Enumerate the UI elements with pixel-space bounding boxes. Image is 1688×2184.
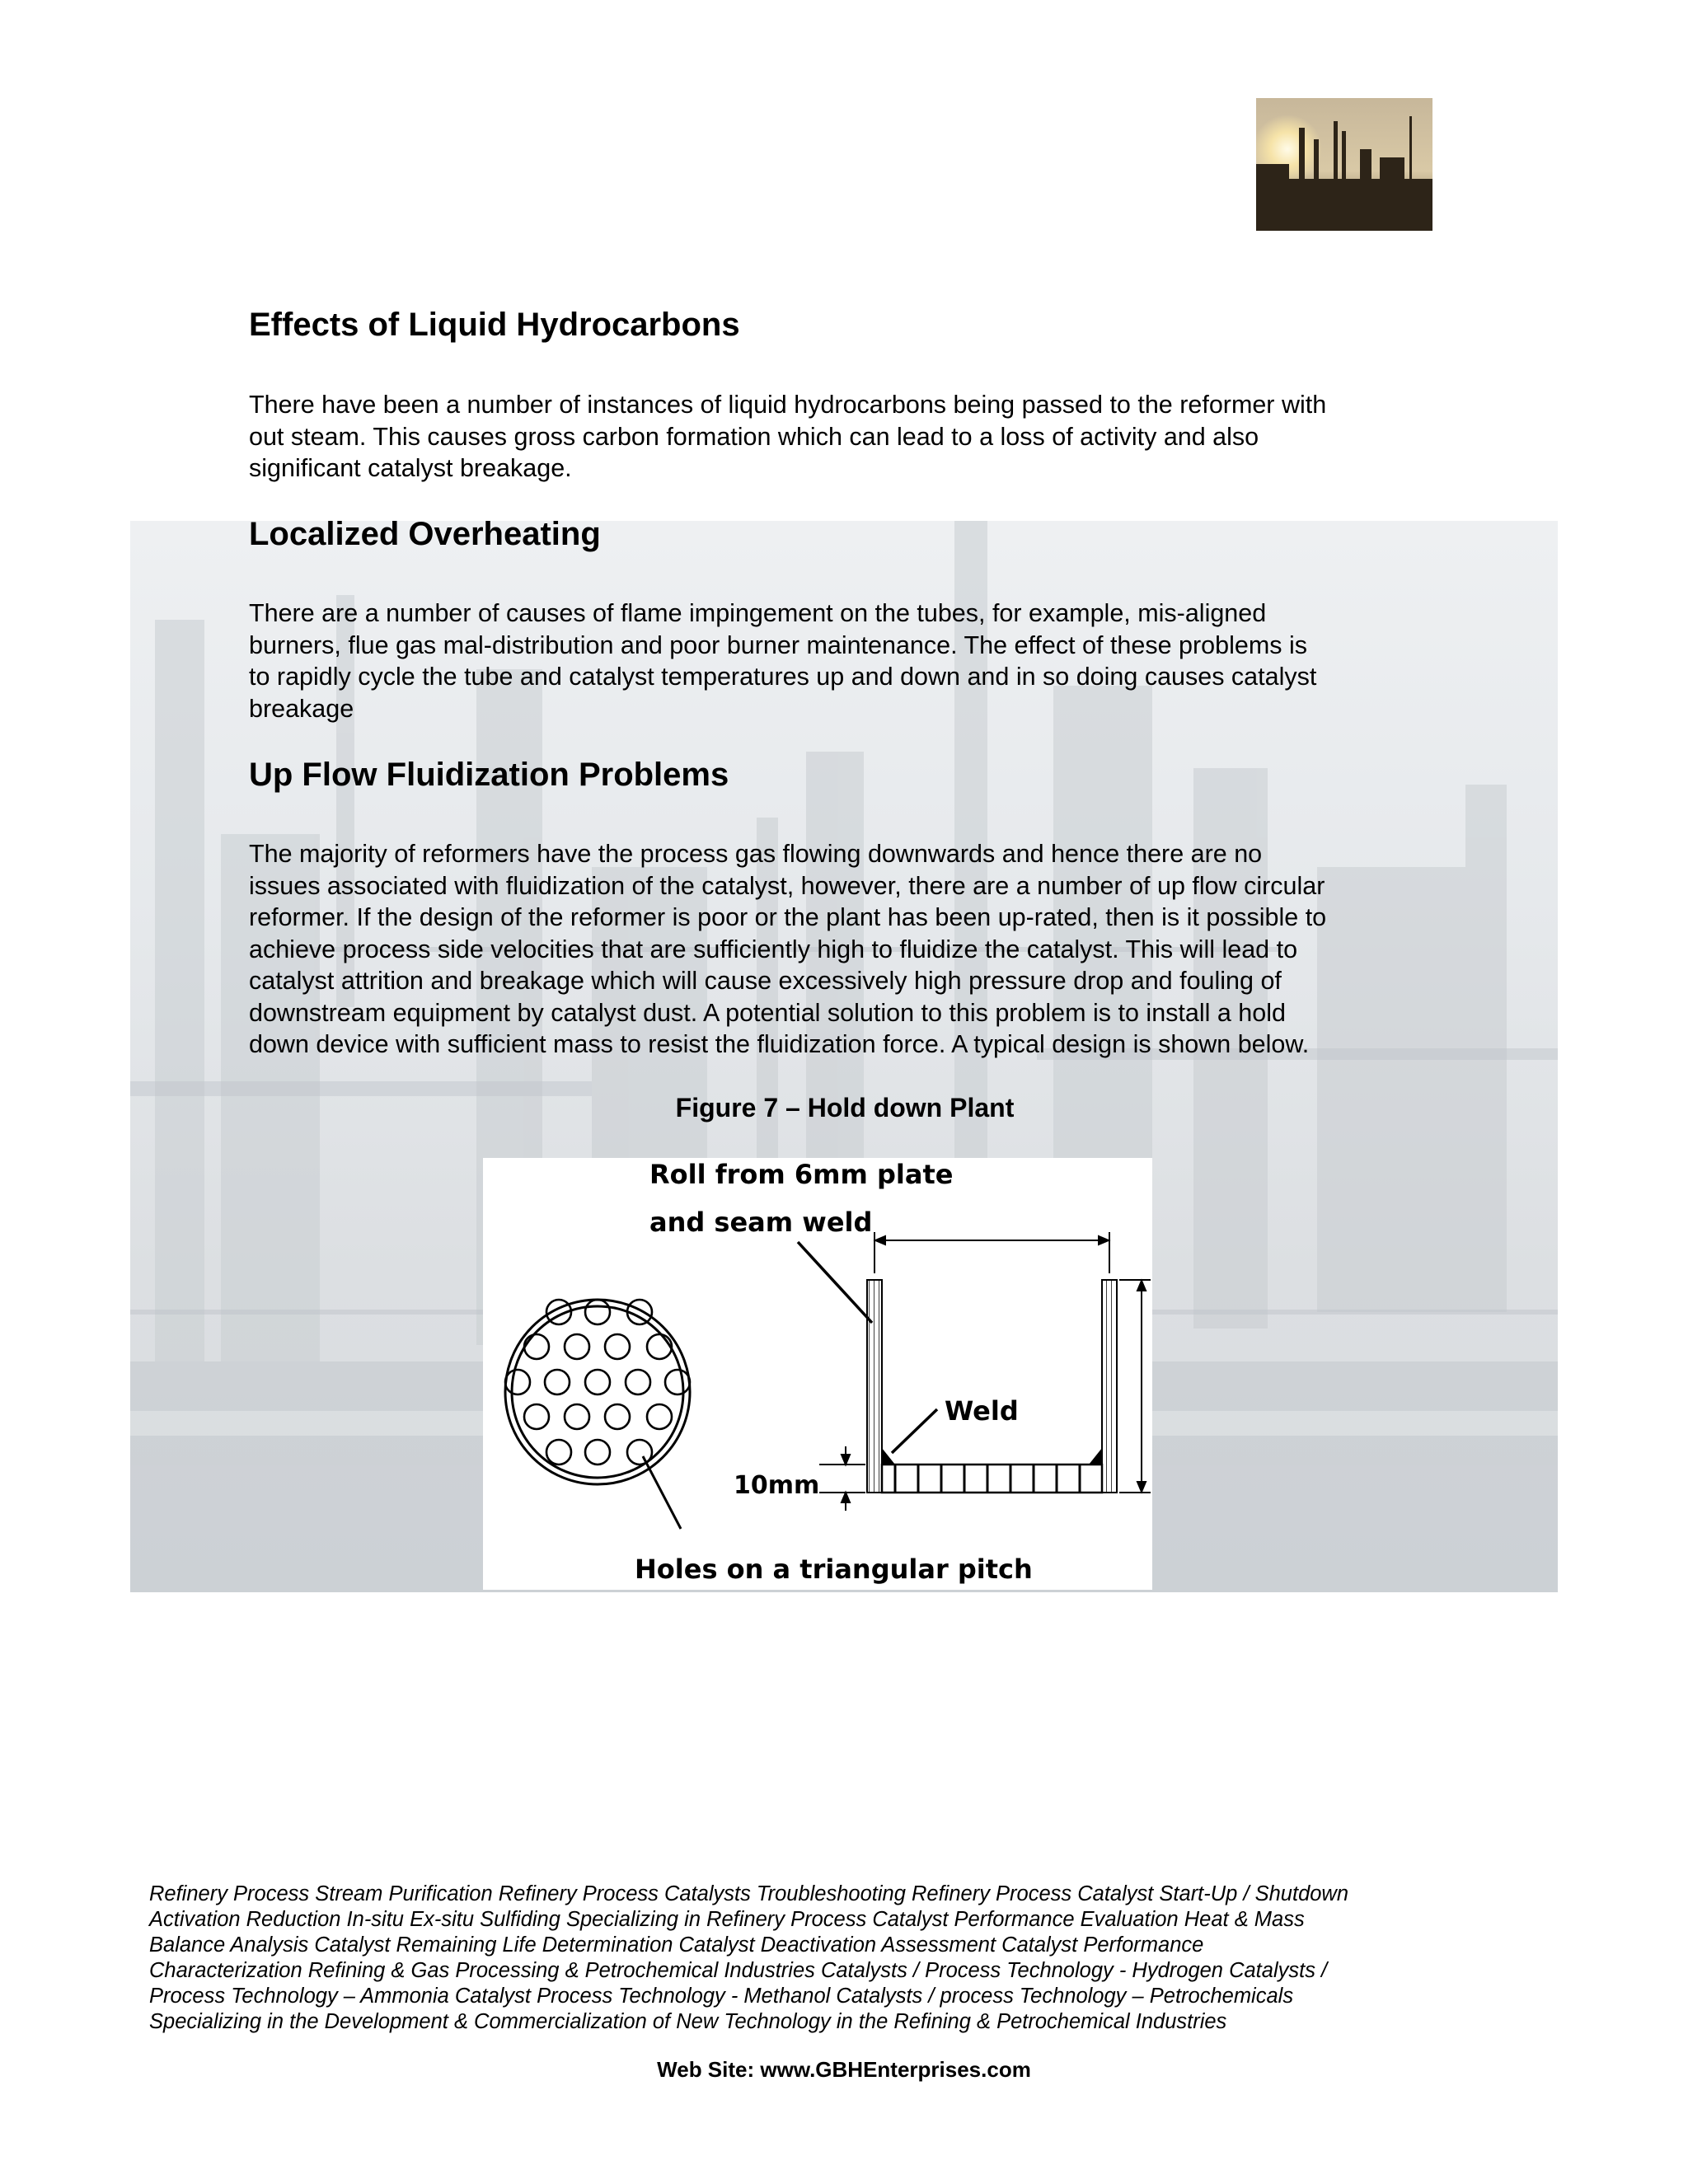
section-paragraph (249, 389, 1452, 485)
section-heading: Effects of Liquid Hydrocarbons (249, 307, 740, 343)
footer-line: Balance Analysis Catalyst Remaining Life Determination Catalyst Deactivation Assessment Catalyst Performance (149, 1933, 1204, 1957)
plate-plan-view (505, 1300, 690, 1529)
text-line: to rapidly cycle the tube and catalyst temperatures up and down and in so doing causes catalyst (249, 663, 1317, 691)
section-heading: Up Flow Fluidization Problems (249, 757, 729, 793)
label-roll-plate: Roll from 6mm plate (649, 1159, 954, 1190)
label-seam-weld: and seam weld (649, 1207, 873, 1238)
text-line: reformer. If the design of the reformer is poor or the plant has been up-rated, then is it possible to (249, 903, 1327, 931)
label-holes: Holes on a triangular pitch (635, 1554, 1033, 1585)
text-line: down device with sufficient mass to resist the fluidization force. A typical design is shown below. (249, 1030, 1310, 1058)
text-line: The majority of reformers have the process gas flowing downwards and hence there are no (249, 840, 1263, 868)
text-line: There have been a number of instances of liquid hydrocarbons being passed to the reformer with (249, 391, 1327, 419)
section-paragraph (249, 838, 1452, 1061)
footer-line: Characterization Refining & Gas Processing & Petrochemical Industries Catalysts / Process Technology - Hydrogen Catalysts / (149, 1959, 1328, 1982)
text-line: breakage (249, 694, 354, 723)
section-paragraph (249, 598, 1452, 724)
footer-website: Web Site: www.GBHEnterprises.com (657, 2057, 1031, 2082)
text-line: significant catalyst breakage. (249, 454, 572, 482)
text-line: downstream equipment by catalyst dust. A potential solution to this problem is to install a hold (249, 998, 1286, 1027)
text-line: There are a number of causes of flame impingement on the tubes, for example, mis-aligned (249, 599, 1267, 627)
footer-line: Specializing in the Development & Commercialization of New Technology in the Refining & Petrochemical Industries (149, 2010, 1227, 2033)
text-line: issues associated with fluidization of the catalyst, however, there are a number of up flow circular (249, 871, 1325, 900)
footer-line: Refinery Process Stream Purification Refinery Process Catalysts Troubleshooting Refinery Process Catalyst Start-Up / Shutdown (149, 1882, 1349, 1905)
text-line: burners, flue gas mal-distribution and poor burner maintenance. The effect of these problems is (249, 630, 1307, 659)
text-line: catalyst attrition and breakage which will cause excessively high pressure drop and fouling of (249, 967, 1282, 995)
hold-down-plate-diagram (483, 1158, 1152, 1590)
text-line: out steam. This causes gross carbon formation which can lead to a loss of activity and also (249, 422, 1259, 451)
footer-line: Activation Reduction In-situ Ex-situ Sulfiding Specializing in Refinery Process Catalyst Performance Evaluation Heat & Mass (149, 1908, 1305, 1931)
footer-services-text (149, 1882, 1435, 2035)
label-thickness: 10mm (734, 1471, 820, 1500)
footer-line: Process Technology – Ammonia Catalyst Process Technology - Methanol Catalysts / process Technology – Petrochemicals (149, 1985, 1294, 2008)
text-line: achieve process side velocities that are sufficiently high to fluidize the catalyst. This will lead to (249, 935, 1298, 963)
plate-section-view (798, 1232, 1151, 1511)
label-weld: Weld (945, 1395, 1019, 1427)
section-heading: Localized Overheating (249, 516, 601, 552)
figure-caption: Figure 7 – Hold down Plant (675, 1093, 1015, 1122)
header-refinery-sunset-photo (1256, 98, 1432, 231)
